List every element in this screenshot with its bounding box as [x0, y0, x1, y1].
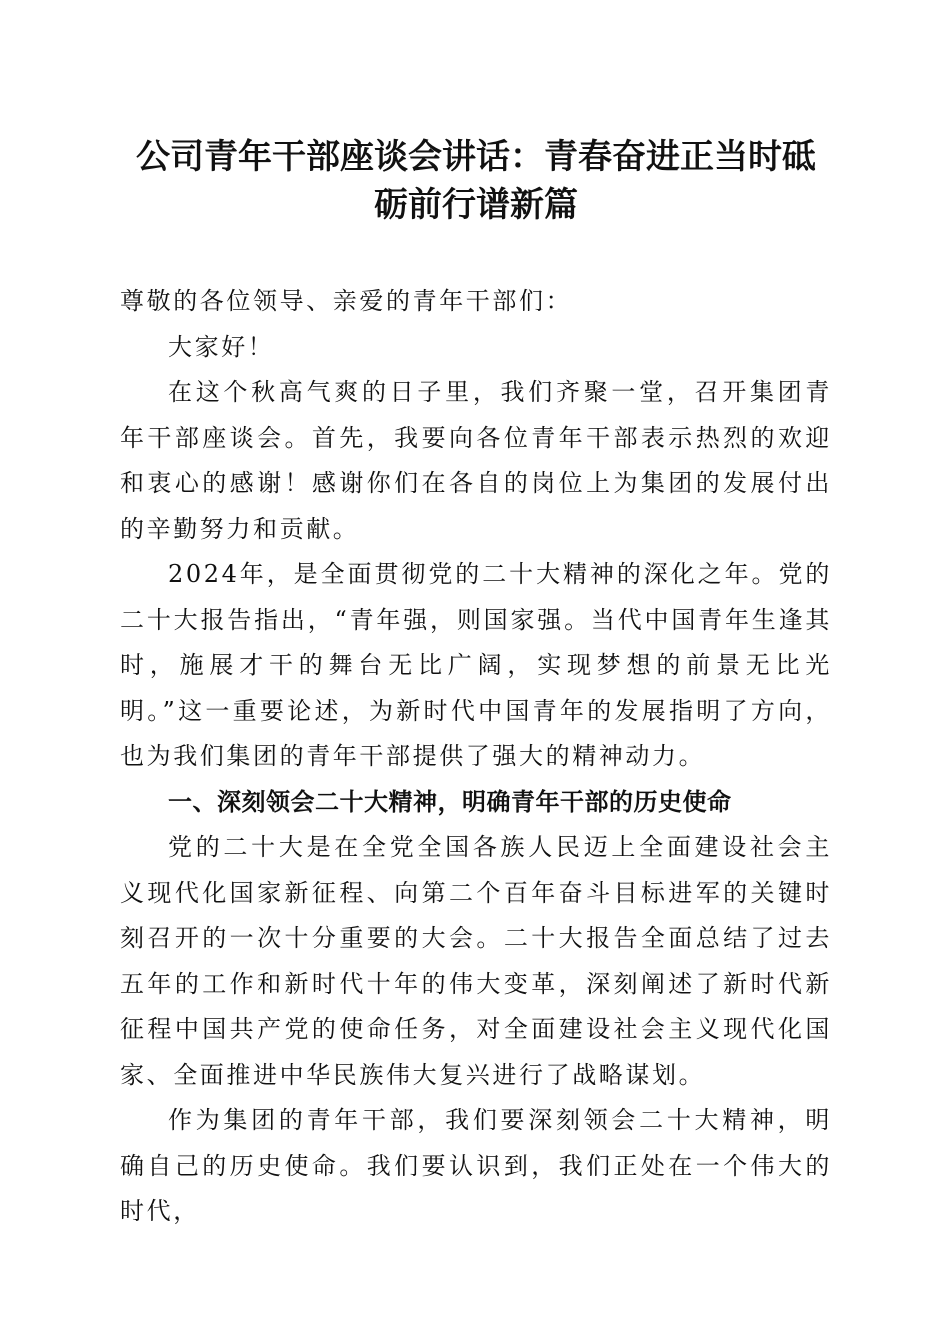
paragraph: 作为集团的青年干部，我们要深刻领会二十大精神，明确自己的历史使命。我们要认识到，我们正处在一个伟大的时代，	[120, 1106, 832, 1225]
document-title	[120, 133, 832, 229]
paragraph: 在这个秋高气爽的日子里，我们齐聚一堂，召开集团青年干部座谈会。首先，我要向各位青年干部表示热烈的欢迎和衷心的感谢！感谢你们在各自的岗位上为集团的发展付出的辛勤努力和贡献。	[120, 378, 832, 543]
greeting: 大家好！	[168, 332, 275, 361]
paragraph: 党的二十大是在全党全国各族人民迈上全面建设社会主义现代化国家新征程、向第二个百年奋斗目标进军的关键时刻召开的一次十分重要的大会。二十大报告全面总结了过去五年的工作和新时代十年的伟大变革，深刻阐述了新时代新征程中国共产党的使命任务，对全面建设社会主义现代化国家、全面推进中华民族伟大复兴进行了战略谋划。	[120, 833, 832, 1089]
section-heading: 一、深刻领会二十大精神，明确青年干部的历史使命	[168, 787, 732, 816]
title-line-2: 砺前行谱新篇	[374, 185, 578, 225]
paragraph: 2024年，是全面贯彻党的二十大精神的深化之年。党的二十大报告指出，“青年强，则国家强。当代中国青年生逢其时，施展才干的舞台无比广阔，实现梦想的前景无比光明。”这一重要论述，为新时代中国青年的发展指明了方向，也为我们集团的青年干部提供了强大的精神动力。	[120, 560, 832, 770]
salutation: 尊敬的各位领导、亲爱的青年干部们：	[120, 287, 573, 315]
title-line-1: 公司青年干部座谈会讲话：青春奋进正当时砥	[136, 137, 816, 177]
document-body	[120, 279, 832, 1235]
